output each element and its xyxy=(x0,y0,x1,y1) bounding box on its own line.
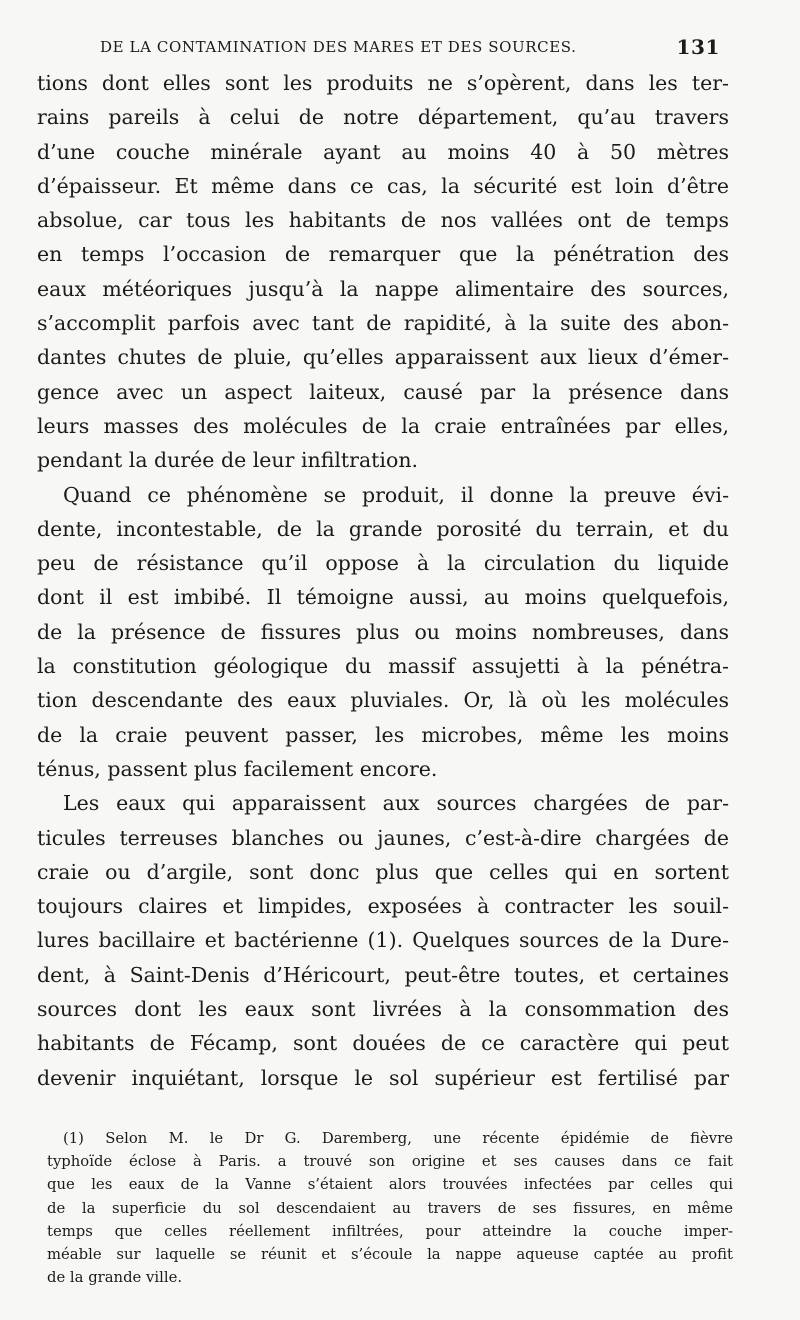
body-line: dent, à Saint-Denis d’Héricourt, peut-être toutes, et certaines xyxy=(37,962,729,987)
body-line: eaux météoriques jusqu’à la nappe alimentaire des sources, xyxy=(37,276,729,301)
footnote-line: de la grande ville. xyxy=(47,1269,183,1287)
body-line: dont il est imbibé. Il témoigne aussi, au moins quelquefois, xyxy=(37,585,729,610)
running-head xyxy=(100,34,720,60)
body-line: dente, incontestable, de la grande porosité du terrain, et du xyxy=(37,516,729,541)
page-number: 131 xyxy=(676,35,720,59)
running-title: DE LA CONTAMINATION DES MARES ET DES SOURCES. xyxy=(100,38,577,56)
body-line: habitants de Fécamp, sont douées de ce caractère qui peut xyxy=(37,1031,729,1056)
body-line: Les eaux qui apparaissent aux sources chargées de par- xyxy=(63,791,729,816)
body-line: peu de résistance qu’il oppose à la circulation du liquide xyxy=(37,551,729,576)
footnote-line: méable sur laquelle se réunit et s’écoule la nappe aqueuse captée au profit xyxy=(47,1245,733,1263)
body-line: de la présence de fissures plus ou moins nombreuses, dans xyxy=(37,619,729,644)
body-line: de la craie peuvent passer, les microbes, même les moins xyxy=(37,722,729,747)
body-line: ticules terreuses blanches ou jaunes, c’est-à-dire chargées de xyxy=(37,825,729,850)
footnote-line: de la superficie du sol descendaient au travers de ses fissures, en même xyxy=(47,1199,733,1217)
body-line: toujours claires et limpides, exposées à contracter les souil- xyxy=(37,894,729,919)
body-text xyxy=(37,66,729,1095)
body-line: en temps l’occasion de remarquer que la pénétration des xyxy=(37,242,729,267)
body-line: dantes chutes de pluie, qu’elles apparaissent aux lieux d’émer- xyxy=(37,345,729,370)
body-line: sources dont les eaux sont livrées à la consommation des xyxy=(37,997,729,1022)
footnote-line: typhoïde éclose à Paris. a trouvé son origine et ses causes dans ce fait xyxy=(47,1153,733,1171)
footnote-line: que les eaux de la Vanne s’étaient alors trouvées infectées par celles qui xyxy=(47,1176,733,1194)
body-line: pendant la durée de leur infiltration. xyxy=(37,448,419,473)
body-line: devenir inquiétant, lorsque le sol supérieur est fertilisé par xyxy=(37,1065,729,1090)
body-line: rains pareils à celui de notre département, qu’au travers xyxy=(37,105,729,130)
body-line: tions dont elles sont les produits ne s’opèrent, dans les ter- xyxy=(37,71,729,95)
body-line: leurs masses des molécules de la craie entraînées par elles, xyxy=(37,413,729,438)
body-line: la constitution géologique du massif assujetti à la pénétra- xyxy=(37,654,729,679)
body-line: craie ou d’argile, sont donc plus que celles qui en sortent xyxy=(37,859,729,884)
body-line: d’une couche minérale ayant au moins 40 à 50 mètres xyxy=(37,139,729,164)
body-line: s’accomplit parfois avec tant de rapidité, à la suite des abon- xyxy=(37,311,729,336)
footnote-line: temps que celles réellement infiltrées, pour atteindre la couche imper- xyxy=(47,1222,733,1240)
body-line: gence avec un aspect laiteux, causé par la présence dans xyxy=(37,379,729,404)
body-line: tion descendante des eaux pluviales. Or, là où les molécules xyxy=(37,688,729,713)
body-line: ténus, passent plus facilement encore. xyxy=(37,756,438,781)
body-line: Quand ce phénomène se produit, il donne la preuve évi- xyxy=(63,482,729,507)
body-line: absolue, car tous les habitants de nos vallées ont de temps xyxy=(37,208,729,233)
footnote xyxy=(47,1127,733,1289)
body-line: lures bacillaire et bactérienne (1). Quelques sources de la Dure- xyxy=(37,928,729,953)
footnote-line: (1) Selon M. le Dr G. Daremberg, une récente épidémie de fièvre xyxy=(63,1130,733,1147)
body-line: d’épaisseur. Et même dans ce cas, la sécurité est loin d’être xyxy=(37,173,729,198)
